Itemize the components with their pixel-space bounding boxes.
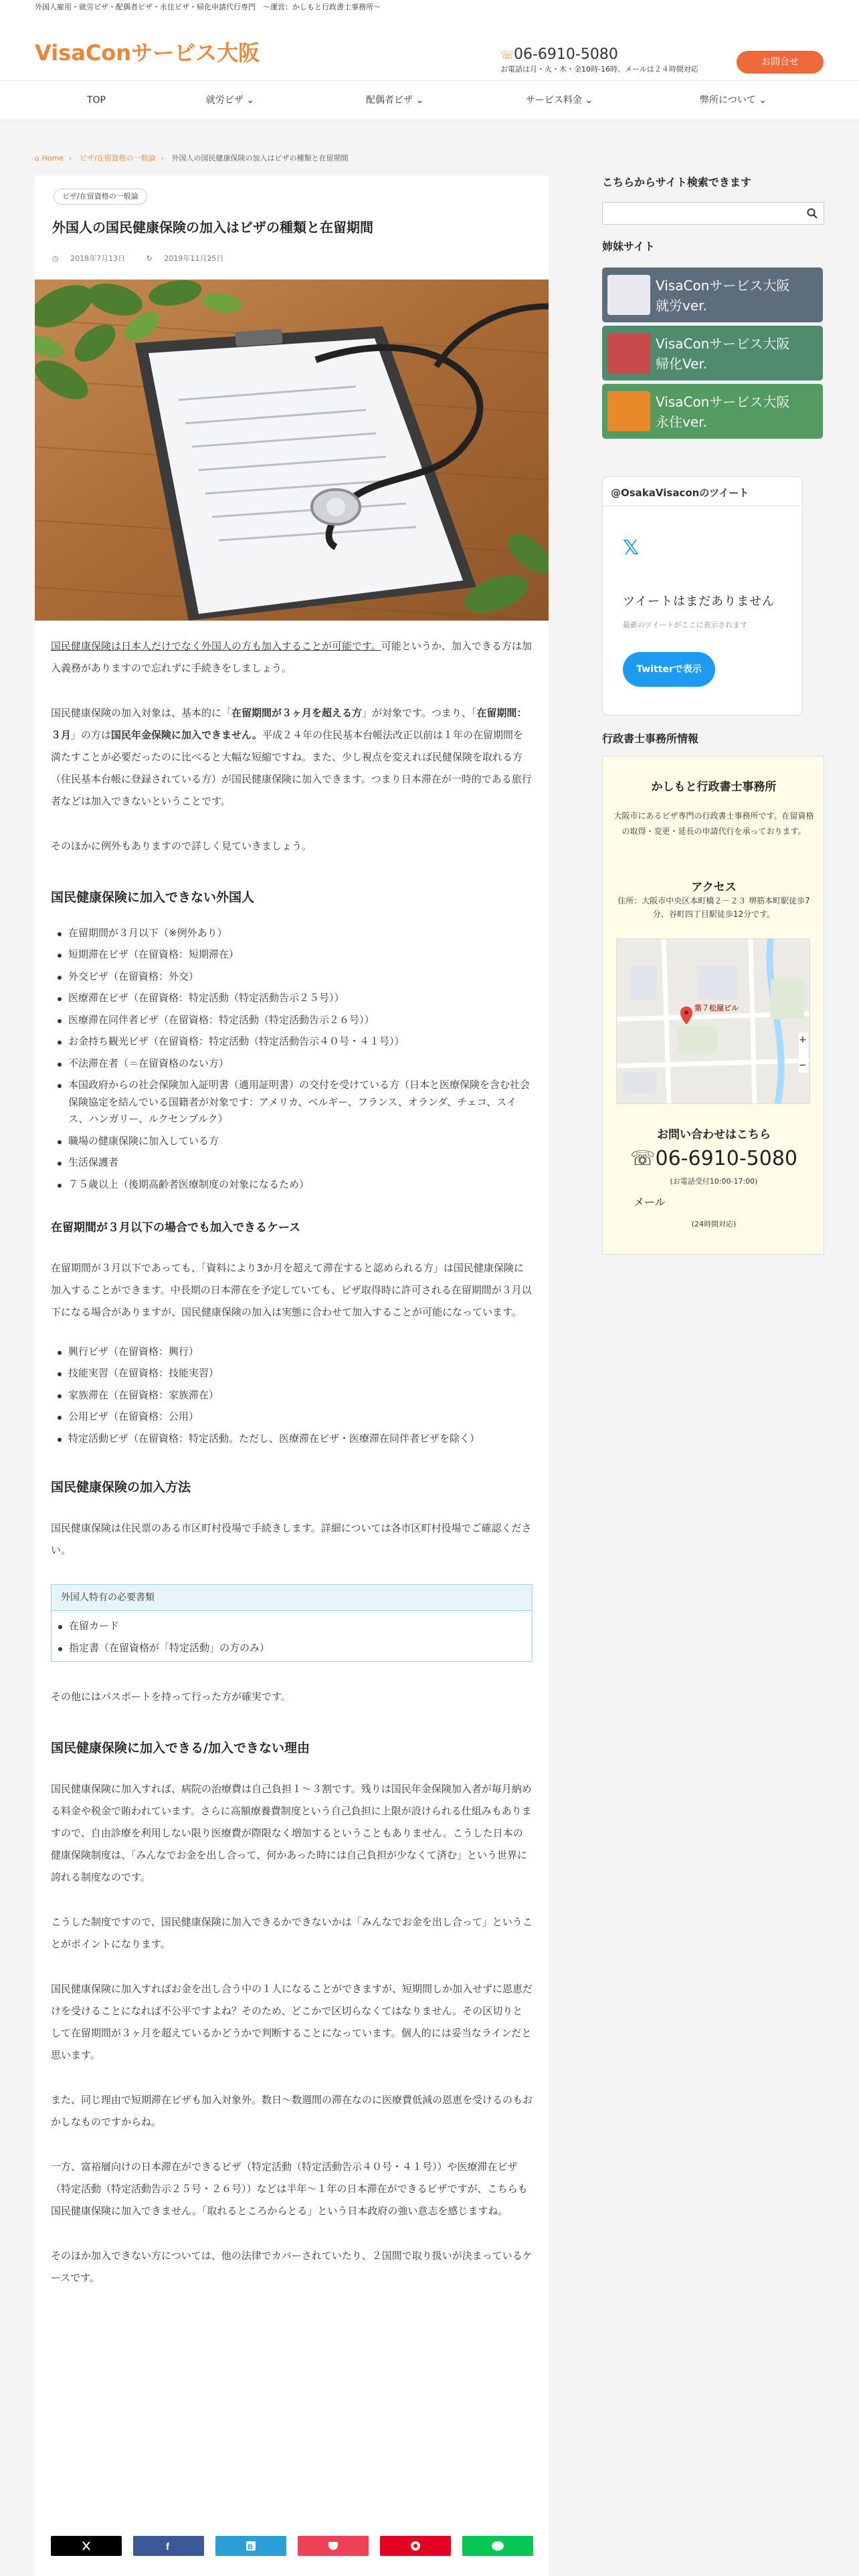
- nav-item-work-visa[interactable]: 就労ビザ ⌄: [205, 95, 255, 106]
- updated-date: 2019年11月25日: [164, 254, 224, 263]
- hatena-icon: [215, 2536, 286, 2556]
- section-heading: 国民健康保険に加入できる/加入できない理由: [51, 1741, 310, 1756]
- map-label: 第７松屋ビル: [694, 1004, 739, 1012]
- paragraph: その他にはパスポートを持って行った方が確実です。: [51, 1691, 291, 1703]
- list-item: ７５歳以上（後期高齢者医療制度の対象になるため）: [51, 1176, 533, 1194]
- paragraph: そのほかに例外もありますので詳しく見ていきましょう。: [51, 840, 312, 852]
- share-buttons: [51, 2536, 533, 2556]
- published-date: 2018年7月13日: [70, 254, 126, 263]
- nav-item-about[interactable]: 弊所について ⌄: [700, 95, 767, 106]
- line-icon: [462, 2536, 533, 2556]
- paragraph: 国民健康保険に加入すればお金を出し合う中の１人になることができますが、短期間しか加入せずに恩恵だけを受けることになれば不公平ですよね？そのため、どこかで区切らなくてはなりません。その区切りとして在留期間が３ヶ月を超えているかどうかで判断することになっています。個人的には妥当なラインだと思います。: [51, 1982, 533, 2061]
- map-graphic: [617, 939, 810, 1104]
- paragraph: こうした制度ですので、国民健康保険に加入できるかできないかは「みんなでお金を出し合って」ということがポイントになります。: [51, 1915, 533, 1950]
- sister-site-work[interactable]: VisaConサービス大阪 就労ver.: [602, 267, 823, 322]
- paragraph: 国民健康保険に加入すれば、病院の治療費は自己負担１～３割です。残りは国民年金保険加入者が毎月納める料金や税金で賄われています。さらに高額療養費制度という自己負担に上限が設けられる仕組みもありますので、自由診療を利用しない限り医療費が際限なく増加するということもありません。こうした日本の健康保険制度は、「みんなでお金を出し合って、何かあった時には自己負担が少なくて済む」という世界に誇れる制度なのです。: [51, 1782, 532, 1883]
- sister-sites-title: 姉妹サイト: [602, 240, 655, 253]
- twitter-empty-message: ツイートはまだありません: [623, 595, 775, 609]
- office-address: 住所：大阪市中央区本町橋２－２３ 堺筋本町駅徒歩7分、谷町四丁目駅徒歩12分です。: [617, 896, 810, 920]
- breadcrumb: ⌂ Home › ビザ/在留資格の一般論 › 外国人の国民健康保険の加入はビザの種類と在留期間: [35, 154, 349, 163]
- share-x-button[interactable]: [51, 2536, 122, 2556]
- nav-item-spouse-visa[interactable]: 配偶者ビザ ⌄: [365, 95, 424, 106]
- share-hatena-button[interactable]: [215, 2536, 286, 2556]
- breadcrumb-current: 外国人の国民健康保険の加入はビザの種類と在留期間: [171, 154, 349, 163]
- paragraph: 在留期間が３月以下であっても、「資料により3か月を超えて滞在すると認められる方」は国民健康保険に加入することができます。中長期の日本滞在を予定していても、ビザ取得時に許可される在留期間が３月以下になる場合がありますが、国民健康保険の加入は実態に合わせて加入することが可能になっています。: [51, 1261, 532, 1318]
- breadcrumb-category[interactable]: ビザ/在留資格の一般論: [79, 154, 156, 163]
- chevron-down-icon: ⌄: [246, 95, 255, 106]
- twitter-empty-sub: 最新のツイートがここに表示されます: [623, 621, 748, 629]
- list-item: お金持ち観光ビザ（在留資格：特定活動（特定活動告示４０号・４１号））: [51, 1033, 533, 1051]
- eyecatch-image: [35, 280, 549, 621]
- list-item: 本国政府からの社会保険加入証明書（適用証明書）の交付を受けている方（日本と医療保険を含む社会保険協定を結んでいる国籍者が対象です：アメリカ、ベルギー、フランス、オランダ、チェコ、スイス、ハンガリー、ルクセンブルク）: [51, 1077, 533, 1128]
- phone-hours: (お電話受付10:00-17:00): [670, 1177, 758, 1186]
- sister-thumb-permanent: [607, 391, 650, 431]
- paragraph: 国民健康保険は住民票のある市区町村役場で手続きします。詳細については各市区町村役場でご確認ください。: [51, 1521, 532, 1556]
- paragraph: また、同じ理由で短期滞在ビザも加入対象外。数日〜数週間の滞在なのに医療費低減の恩恵を受けるのもおかしなものですからね。: [51, 2093, 533, 2128]
- article-body: [51, 635, 533, 2312]
- x-logo-icon: 𝕏: [623, 536, 640, 560]
- contact-title: お問い合わせはこちら: [657, 1128, 771, 1142]
- home-icon: ⌂: [35, 154, 39, 163]
- facebook-icon: [133, 2536, 204, 2556]
- mail-link[interactable]: メール: [634, 1196, 666, 1208]
- header-phone-number[interactable]: 06-6910-5080: [514, 46, 618, 63]
- list-item: 指定書（在留資格が「特定活動」の方のみ）: [52, 1640, 532, 1657]
- sidebar: [602, 175, 824, 1228]
- nav-item-top[interactable]: TOP: [86, 95, 106, 106]
- pocket-icon: [298, 2536, 369, 2556]
- search-widget-title: こちらからサイト検索できます: [602, 176, 751, 189]
- eligibility-paragraph: 国民健康保険の加入対象は、基本的に「在留期間が３ヶ月を超える方」が対象です。つまり、「在留期間：３月」の方は国民年金保険に加入できません。平成２４年の住民基本台帳法改正以前は１年の在留期間を満たすことが必要だったのに比べると大幅な短縮ですね。また、少し視点を変えれば民健保険を取れる方（住民基本台帳に登録されている方）が国民健康保険に加入できます。つまり日本滞在が一時的である旅行者などは加入できないということです。: [51, 707, 532, 807]
- chevron-down-icon: ⌄: [585, 95, 593, 106]
- sister-thumb-naturalization: [607, 333, 650, 373]
- subsection-heading: 在留期間が３月以下の場合でも加入できるケース: [51, 1221, 301, 1235]
- article: [35, 175, 549, 2576]
- office-info: [602, 756, 824, 1255]
- office-section-title: 行政書士事務所情報: [602, 732, 699, 745]
- breadcrumb-home[interactable]: Home: [41, 154, 64, 163]
- global-nav: [0, 80, 859, 120]
- topbar: 外国人雇用・就労ビザ・配偶者ビザ・永住ビザ・帰化申請代行専門 ～運営：かしもと行政書士事務所～: [0, 0, 859, 15]
- svg-text:f: f: [166, 2541, 169, 2553]
- nav-item-fees[interactable]: サービス料金 ⌄: [525, 95, 593, 106]
- paragraph: そのほか加入できない方については、他の法律でカバーされていたり、２国間で取り扱いが決まっているケースです。: [51, 2249, 533, 2284]
- exception-list: [51, 1344, 533, 1448]
- search-icon[interactable]: [806, 207, 818, 219]
- header-phone: [500, 47, 698, 74]
- list-item: 家族滞在（在留資格：家族滞在）: [51, 1387, 533, 1404]
- list-item: 興行ビザ（在留資格：興行）: [51, 1344, 533, 1361]
- phone-icon: ☏: [500, 49, 515, 62]
- inquiry-button[interactable]: お問合せ: [737, 51, 824, 74]
- twitter-timeline: [602, 476, 803, 716]
- category-tag[interactable]: ビザ/在留資格の一般論: [54, 189, 147, 205]
- phone-icon: ☏: [630, 1147, 656, 1170]
- chevron-down-icon: ⌄: [759, 95, 767, 106]
- refresh-icon: ↻: [146, 254, 153, 263]
- ineligible-list: [51, 925, 533, 1194]
- list-item: 医療滞在ビザ（在留資格：特定活動（特定活動告示２５号））: [51, 990, 533, 1007]
- post-dates: [52, 254, 242, 263]
- search-input[interactable]: [602, 202, 824, 225]
- sister-site-permanent[interactable]: VisaConサービス大阪 永住ver.: [602, 384, 823, 439]
- access-title: アクセス: [691, 881, 737, 894]
- list-item: 外交ビザ（在留資格：外交）: [51, 968, 533, 986]
- sister-site-naturalization[interactable]: VisaConサービス大阪 帰化Ver.: [602, 326, 823, 381]
- section-heading: 国民健康保険の加入方法: [51, 1480, 191, 1495]
- documents-box-title: 外国人特有の必要書類: [52, 1585, 532, 1612]
- site-header: [0, 15, 859, 80]
- list-item: 職場の健康保険に加入している方: [51, 1133, 533, 1150]
- stethoscope-clipboard-illustration: [35, 280, 549, 621]
- section-heading: 国民健康保険に加入できない外国人: [51, 890, 255, 905]
- list-item: 在留カード: [52, 1618, 532, 1635]
- zoom-in-icon[interactable]: +: [799, 1035, 807, 1045]
- office-name: かしもと行政書士事務所: [651, 780, 777, 794]
- share-line-button[interactable]: [462, 2536, 533, 2556]
- list-item: 公用ビザ（在留資格：公用）: [51, 1408, 533, 1426]
- header-hours: お電話は月・火・木・金10時-16時、メールは２４時間対応: [500, 65, 698, 74]
- office-phone[interactable]: ☏06-6910-5080: [630, 1147, 798, 1170]
- list-item: 在留期間が３月以下（※例外あり）: [51, 925, 533, 942]
- twitter-header: @OsakaVisaconのツイート: [603, 477, 802, 506]
- mail-hours: (24時間対応): [691, 1220, 737, 1228]
- intro-paragraph: 国民健康保険は日本人だけでなく外国人の方も加入することが可能です。可能というか、加入できる方は加入義務がありますので忘れずに手続きをしましょう。: [51, 640, 532, 674]
- list-item: 不法滞在者（＝在留資格のない方）: [51, 1055, 533, 1073]
- x-icon: [51, 2536, 122, 2556]
- documents-box: [51, 1584, 533, 1662]
- list-item: 生活保護者: [51, 1154, 533, 1172]
- paragraph: 一方、富裕層向けの日本滞在ができるビザ（特定活動（特定活動告示４０号・４１号））や医療滞在ビザ（特定活動（特定活動告示２５号・２６号））などは半年〜１年の日本滞在ができるビザですが、こちらも国民健康保険に加入できません。「取れるところからとる」という日本政府の強い意志を感じますね。: [51, 2160, 528, 2217]
- zoom-out-icon[interactable]: −: [799, 1060, 807, 1071]
- share-pocket-button[interactable]: [298, 2536, 369, 2556]
- sister-thumb-work: [607, 275, 650, 315]
- share-facebook-button[interactable]: [133, 2536, 204, 2556]
- office-map[interactable]: [616, 938, 810, 1104]
- share-pinterest-button[interactable]: [380, 2536, 451, 2556]
- list-item: 医療滞在同伴者ビザ（在留資格：特定活動（特定活動告示２６号））: [51, 1012, 533, 1029]
- list-item: 短期滞在ビザ（在留資格：短期滞在）: [51, 946, 533, 964]
- svg-text:B: B: [248, 2543, 253, 2551]
- page-title: 外国人の国民健康保険の加入はビザの種類と在留期間: [52, 219, 373, 235]
- office-description: 大阪市にあるビザ専門の行政書士事務所です。在留資格の取得・変更・延長の申請代行を承っております。: [613, 811, 814, 836]
- site-logo[interactable]: VisaConサービス大阪: [35, 40, 260, 66]
- chevron-down-icon: ⌄: [415, 95, 424, 106]
- pinterest-icon: [380, 2536, 451, 2556]
- list-item: 技能実習（在留資格：技能実習）: [51, 1365, 533, 1382]
- view-on-twitter-button[interactable]: Twitterで表示: [623, 652, 715, 687]
- clock-icon: ◷: [52, 254, 59, 263]
- list-item: 特定活動ビザ（在留資格：特定活動。ただし、医療滞在ビザ・医療滞在同伴者ビザを除く）: [51, 1430, 533, 1448]
